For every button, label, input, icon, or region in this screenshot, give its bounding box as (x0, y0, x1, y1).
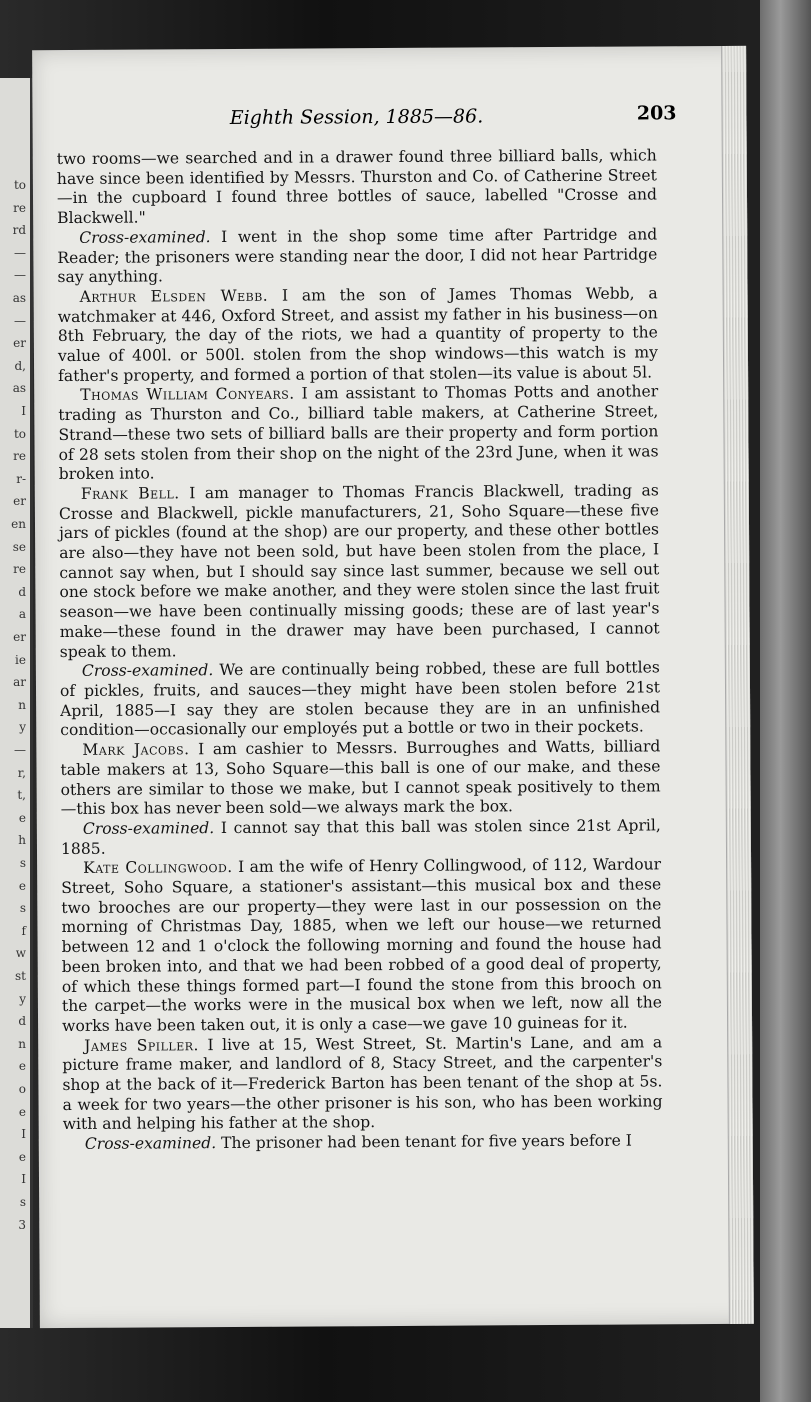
facing-page-text-fragment: n (18, 1036, 26, 1051)
facing-page-text-fragment: s (19, 901, 26, 916)
paragraph-text: I went in the shop some time after Partridge and Reader; the prisoners were standing near the door, I did not hear Partridge say anything. (57, 225, 658, 287)
facing-page-text-fragment: — (14, 743, 26, 757)
facing-page-text-fragment: er (13, 630, 26, 644)
facing-page-text-fragment: I (21, 404, 26, 418)
paragraph (58, 383, 659, 485)
facing-page-text-fragment: — (14, 313, 26, 328)
facing-page-text-fragment: — (14, 245, 26, 260)
facing-page-text-fragment: d (18, 1014, 26, 1029)
facing-page-text-fragment: y (19, 720, 26, 735)
paragraph (60, 737, 660, 819)
paragraph (61, 856, 662, 1037)
paragraph (58, 284, 659, 386)
paragraph-text: The prisoner had been tenant for five years before I (221, 1131, 633, 1153)
paragraph-text: I live at 15, West Street, St. Martin's Lane, and am a picture frame maker, and landlord of 8, Stacy Street, and the carpenter's shop at the back of it—Frederick Barton has been tenant of the shop at 5s. a week for two years—the other prisoner is his son, who has been working with and helping his father at the shop. (62, 1033, 663, 1134)
book-page (32, 46, 754, 1328)
running-title: Eighth Session, 1885—86. (229, 105, 484, 129)
paragraph-text: We are continually being robbed, these are full bottles of pickles, fruits, and sauces—they might have been stolen before 21st April, 1885—I say they are stolen because they are in an unfinished condition—occasionally our employés put a bottle or two in their pockets. (59, 658, 661, 740)
facing-page-text-fragment: a (18, 607, 26, 622)
cross-examined-label: Cross-examined. (84, 1134, 217, 1154)
speaker-name: Kate Collingwood. (83, 858, 233, 878)
facing-page-text-fragment: se (12, 539, 26, 554)
paragraph (61, 816, 661, 859)
facing-page-text-fragment: to (13, 178, 26, 192)
facing-page-text-fragment: h (18, 833, 26, 848)
paragraph-text: I am manager to Thomas Francis Blackwell, trading as Crosse and Blackwell, pickle manufacturers, 21, Soho Square—these five jars of pickles (found at the shop) are our property, and these other bottles are also—they have not been sold, but have been stolen from the place, I cannot say when, but I should say since last summer, because we sell out one stock before we make another, and they were stolen since the last fruit season—we have been continually missing goods; these are of last year's make—these found in the drawer may have been purchased, I cannot speak to them. (58, 481, 660, 661)
facing-page-text-fragment: f (21, 923, 26, 938)
paragraph (57, 225, 657, 288)
body-text (57, 146, 663, 1155)
facing-page-text-fragment: as (12, 381, 26, 396)
facing-page-text-fragment: — (14, 268, 26, 283)
facing-page-text-fragment: er (13, 494, 26, 509)
facing-page-text-fragment: r- (16, 471, 26, 486)
facing-page-text-fragment: to (13, 426, 26, 441)
paragraph-text: two rooms—we searched and in a drawer found three billiard balls, which have since been identified by Messrs. Thurston and Co. of Catherine Street —in the cupboard I found three bottles of sauce, labelled "Crosse and Blackwell." (56, 146, 658, 228)
page-number: 203 (636, 102, 677, 125)
facing-page-text-fragment: re (13, 449, 26, 464)
facing-page-text-fragment: 3 (18, 1217, 26, 1232)
paragraph-text: I am assistant to Thomas Potts and another trading as Thurston and Co., billiard table makers, at Catherine Street, Strand—these two sets of billiard balls are their property and form portion of 28 sets stolen from their shop on the night of the 23rd June, when it was broken into. (58, 382, 659, 484)
paragraph (60, 659, 660, 741)
facing-page-text-fragment: as (12, 291, 26, 305)
paragraph-text: I cannot say that this ball was stolen since 21st April, 1885. (60, 816, 661, 858)
facing-page-text-fragment: o (18, 1082, 26, 1096)
speaker-name: Thomas William Conyears. (80, 385, 295, 405)
paragraph-text: I am cashier to Messrs. Burroughes and Watts, billiard table makers at 13, Soho Square—this ball is one of our make, and these others are similar to those we make, but I cannot speak positively to them —this box has never been sold—we always mark the box. (60, 737, 661, 819)
facing-page-text-fragment: rd (12, 223, 26, 238)
facing-page-text-fragment: s (19, 856, 26, 870)
facing-page-text-fragment: er (13, 336, 26, 351)
facing-page-text-fragment: d, (14, 358, 26, 373)
facing-page-text-fragment: r, (17, 765, 26, 780)
paragraph-text: I am the son of James Thomas Webb, a watchmaker at 446, Oxford Street, and assist my father in his business—on 8th February, the day of the riots, we had a quantity of property to the value of 400l. or 500l. stolen from the shop windows—this watch is my father's property, and formed a portion of that stolen—its value is about 5l. (57, 284, 659, 385)
paragraph (62, 1033, 663, 1135)
facing-page-text-fragment: e (18, 810, 26, 825)
paragraph (63, 1132, 663, 1155)
cross-examined-label: Cross-examined. (82, 819, 215, 838)
facing-page-text-fragment: re (13, 200, 26, 215)
facing-page-text-fragment: t, (17, 788, 26, 803)
facing-page-text-fragment: I (21, 1172, 26, 1187)
page-header (56, 102, 677, 136)
cross-examined-label: Cross-examined. (81, 661, 214, 681)
cross-examined-label: Cross-examined. (79, 227, 211, 247)
paragraph-text: I am the wife of Henry Collingwood, of 112, Wardour Street, Soho Square, a stationer's assistant—this musical box and these two brooches are our property—they were last in our possession on the morning of Christmas Day, 1885, when we left our house—we returned between 12 and 1 o'clock the following morning and found the house had been broken into, and that we had been robbed of a good deal of property, of which these things formed part—I found the stone from this brooch on the carpet—the works were in the musical box when we left, now all the works have been taken out, it is only a case—we gave 10 guineas for it. (61, 855, 662, 1035)
facing-page-text-fragment: e (18, 1059, 26, 1074)
speaker-name: James Spiller. (84, 1035, 200, 1055)
facing-page-text-fragment: e (18, 1104, 26, 1119)
facing-page-text-fragment: en (11, 517, 26, 531)
paragraph (59, 481, 660, 662)
facing-page-text-fragment: st (15, 969, 26, 983)
facing-page-text-fragment: y (19, 991, 26, 1006)
facing-page-text-fragment: e (18, 878, 26, 893)
facing-page-text-fragment: ar (13, 675, 26, 690)
paragraph (57, 146, 657, 228)
facing-page-text-fragment: e (18, 1149, 26, 1164)
facing-page-text-fragment: I (21, 1127, 26, 1142)
speaker-name: Mark Jacobs. (82, 740, 190, 759)
facing-page-text-fragment: s (19, 1195, 26, 1209)
speaker-name: Arthur Elsden Webb. (79, 286, 269, 306)
facing-page-text-fragment: n (18, 697, 26, 712)
facing-page-text-fragment: re (13, 562, 26, 577)
book-right-edge (760, 0, 811, 1402)
facing-page-fragment (0, 78, 33, 1328)
facing-page-text-fragment: ie (15, 652, 26, 667)
facing-page-text-fragment: w (15, 946, 26, 961)
speaker-name: Frank Bell. (80, 484, 180, 503)
facing-page-text-fragment: d (18, 584, 26, 599)
